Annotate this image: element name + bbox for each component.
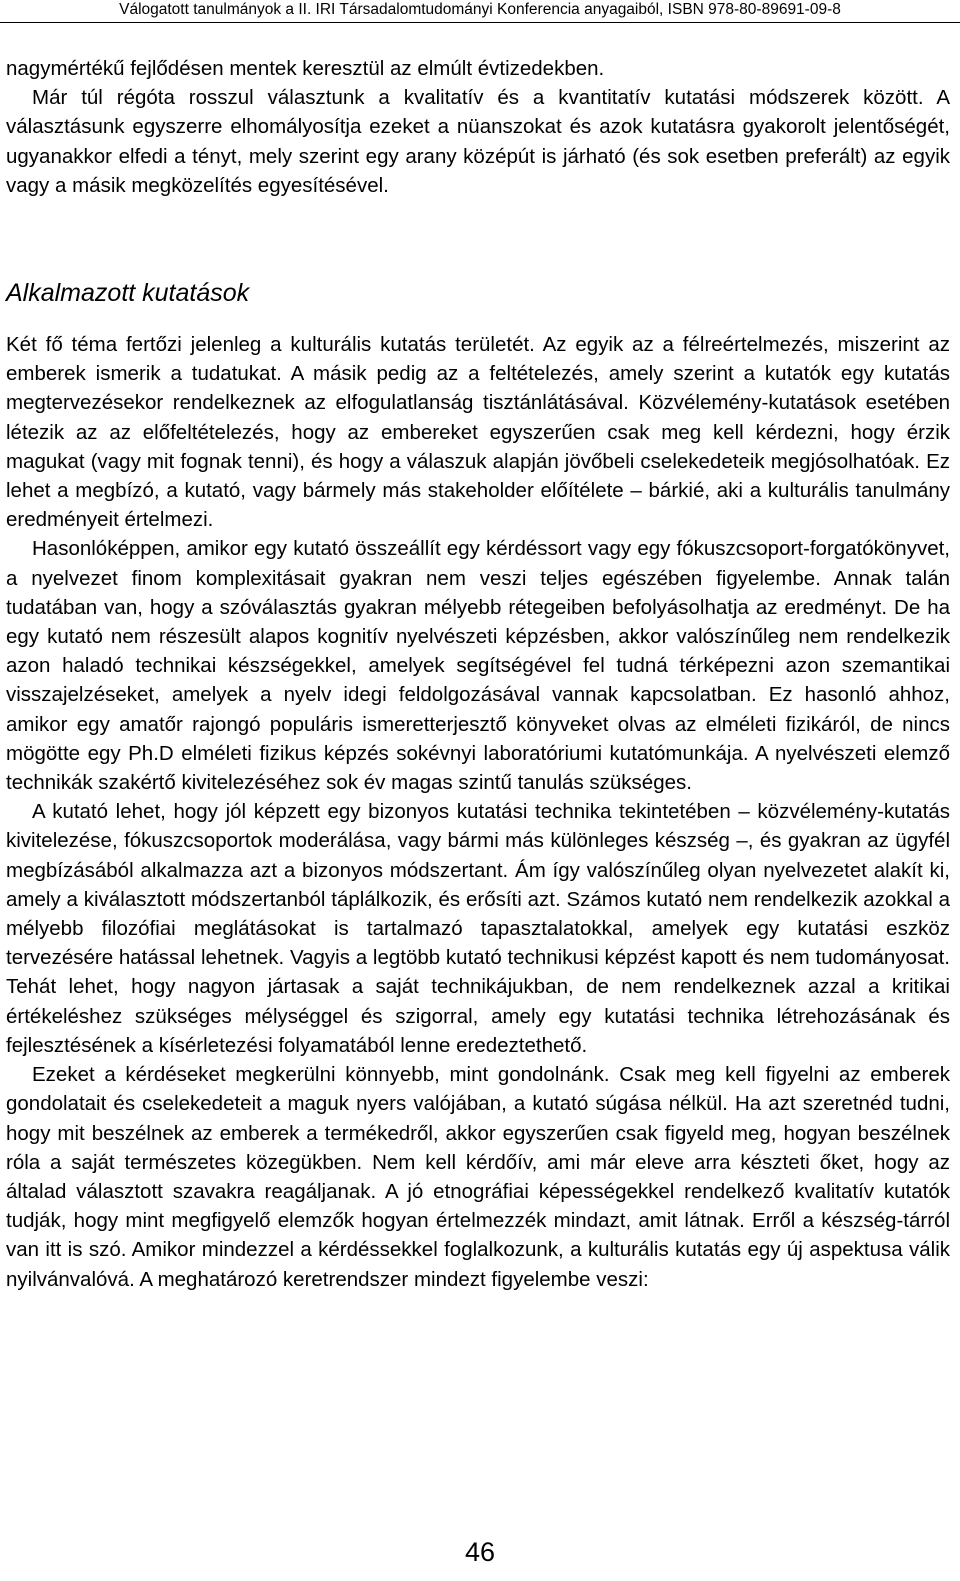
paragraph: Ezeket a kérdéseket megkerülni könnyebb, mint gondolnánk. Csak meg kell figyelni az emberek gondolatait és cselekedeteit a maguk nyers valójában, a kutató súgása nélkül. Ha azt szeretnéd tudni, hogy mit beszélnek az emberek a termékedről, akkor egyszerűen csak figyeld meg, hogyan beszélnek róla a saját természetes közegükben. Nem kell kérdőív, ami már eleve arra készteti őket, hogy az általad választott szavakra reagáljanak. A jó etnográfiai képességekkel rendelkező kvalitatív kutatók tudják, hogy mint megfigyelő elemzők hogyan értelmezzék mindazt, amit látnak. Erről a készség-tárról van itt is szó. Amikor mindezzel a kérdéssekkel foglalkozunk, a kulturális kutatás egy új aspektusa válik nyilvánvalóvá. A meghatározó keretrendszer mindezt figyelembe veszi: bbox=[6, 1063, 950, 1291]
paragraph: Két fő téma fertőzi jelenleg a kulturális kutatás területét. Az egyik az a félreértelmezés, miszerint az emberek ismerik a tudatukat. A másik pedig az a feltételezés, amely szerint a kutatók egy kutatás megtervezésekor rendelkeznek az elfogulatlanság tisztánlátásával. Közvélemény-kutatások esetében létezik az az előfeltételezés, hogy az embereket egyszerűen csak meg kell kérdezni, hogy érzik magukat (vagy mit fognak tenni), és hogy a válaszuk alapján jövőbeli cselekedeteik megjósolhatóak. Ez lehet a megbízó, a kutató, vagy bármely más stakeholder előítélete – bárkié, aki a kulturális tanulmány eredményeit értelmezi. bbox=[6, 333, 950, 532]
running-header: Válogatott tanulmányok a II. IRI Társadalomtudományi Konferencia anyagaiból, ISBN 978-80-89691-09-8 bbox=[0, 0, 960, 23]
section-heading: Alkalmazott kutatások bbox=[6, 279, 250, 308]
page-number: 46 bbox=[464, 1537, 496, 1567]
paragraph: A kutató lehet, hogy jól képzett egy bizonyos kutatási technika tekintetében – közvélemény-kutatás kivitelezése, fókuszcsoportok moderálása, vagy bármi más különleges készség –, és gyakran az ügyfél megbízásából alkalmazza azt a bizonyos módszertant. Ám így valószínűleg olyan nyelvezetet alakít ki, amely a kiválasztott módszertanból táplálkozik, és erősíti azt. Számos kutató nem rendelkezik azokkal a mélyebb filozófiai meglátásokat is tartalmazó tapasztalatokkal, amelyek egy kutatási eszköz tervezésére hatással lehetnek. Vagyis a legtöbb kutató technikusi képzést kapott és nem tudományosat. Tehát lehet, hogy nagyon jártasak a saját technikájukban, de nem rendelkeznek azzal a kritikai értékeléshez szükséges mélységgel és szigorral, amely egy kutatási technika létrehozásának és fejlesztésének a kísérletezési folyamatából lenne eredeztethető. bbox=[6, 800, 950, 1057]
document-body bbox=[6, 54, 950, 1294]
paragraph: nagymértékű fejlődésen mentek keresztül az elmúlt évtizedekben. bbox=[6, 57, 605, 80]
paragraph: Hasonlóképpen, amikor egy kutató összeállít egy kérdéssort vagy egy fókuszcsoport-forgatókönyvet, a nyelvezet finom komplexitásait gyakran nem veszi teljes egészében figyelembe. Annak talán tudatában van, hogy a szóválasztás gyakran mélyebb rétegeiben befolyásolhatja az eredményt. De ha egy kutató nem részesült alapos kognitív nyelvészeti képzésben, akkor valószínűleg nem rendelkezik azon haladó technikai készségekkel, amelyek segítségével fel tudná térképezni azon szemantikai visszajelzéseket, amelyek a nyelv idegi feldolgozásával vannak kapcsolatban. Ez hasonló ahhoz, amikor egy amatőr rajongó populáris ismeretterjesztő könyveket olvas az elméleti fizikáról, de nincs mögötte egy Ph.D elméleti fizikus képzés sokévnyi laboratóriumi kutatómunkája. A nyelvészeti elemző technikák szakértő kivitelezéséhez sok év magas szintű tanulás szükséges. bbox=[6, 537, 950, 795]
paragraph: Már túl régóta rosszul választunk a kvalitatív és a kvantitatív kutatási módszerek között. A választásunk egyszerre elhomályosítja ezeket a nüanszokat és azok kutatásra gyakorolt jelentőségét, ugyanakkor elfedi a tényt, mely szerint egy arany középút is járható (és sok esetben preferált) az egyik vagy a másik megközelítés egyesítésével. bbox=[6, 86, 950, 197]
